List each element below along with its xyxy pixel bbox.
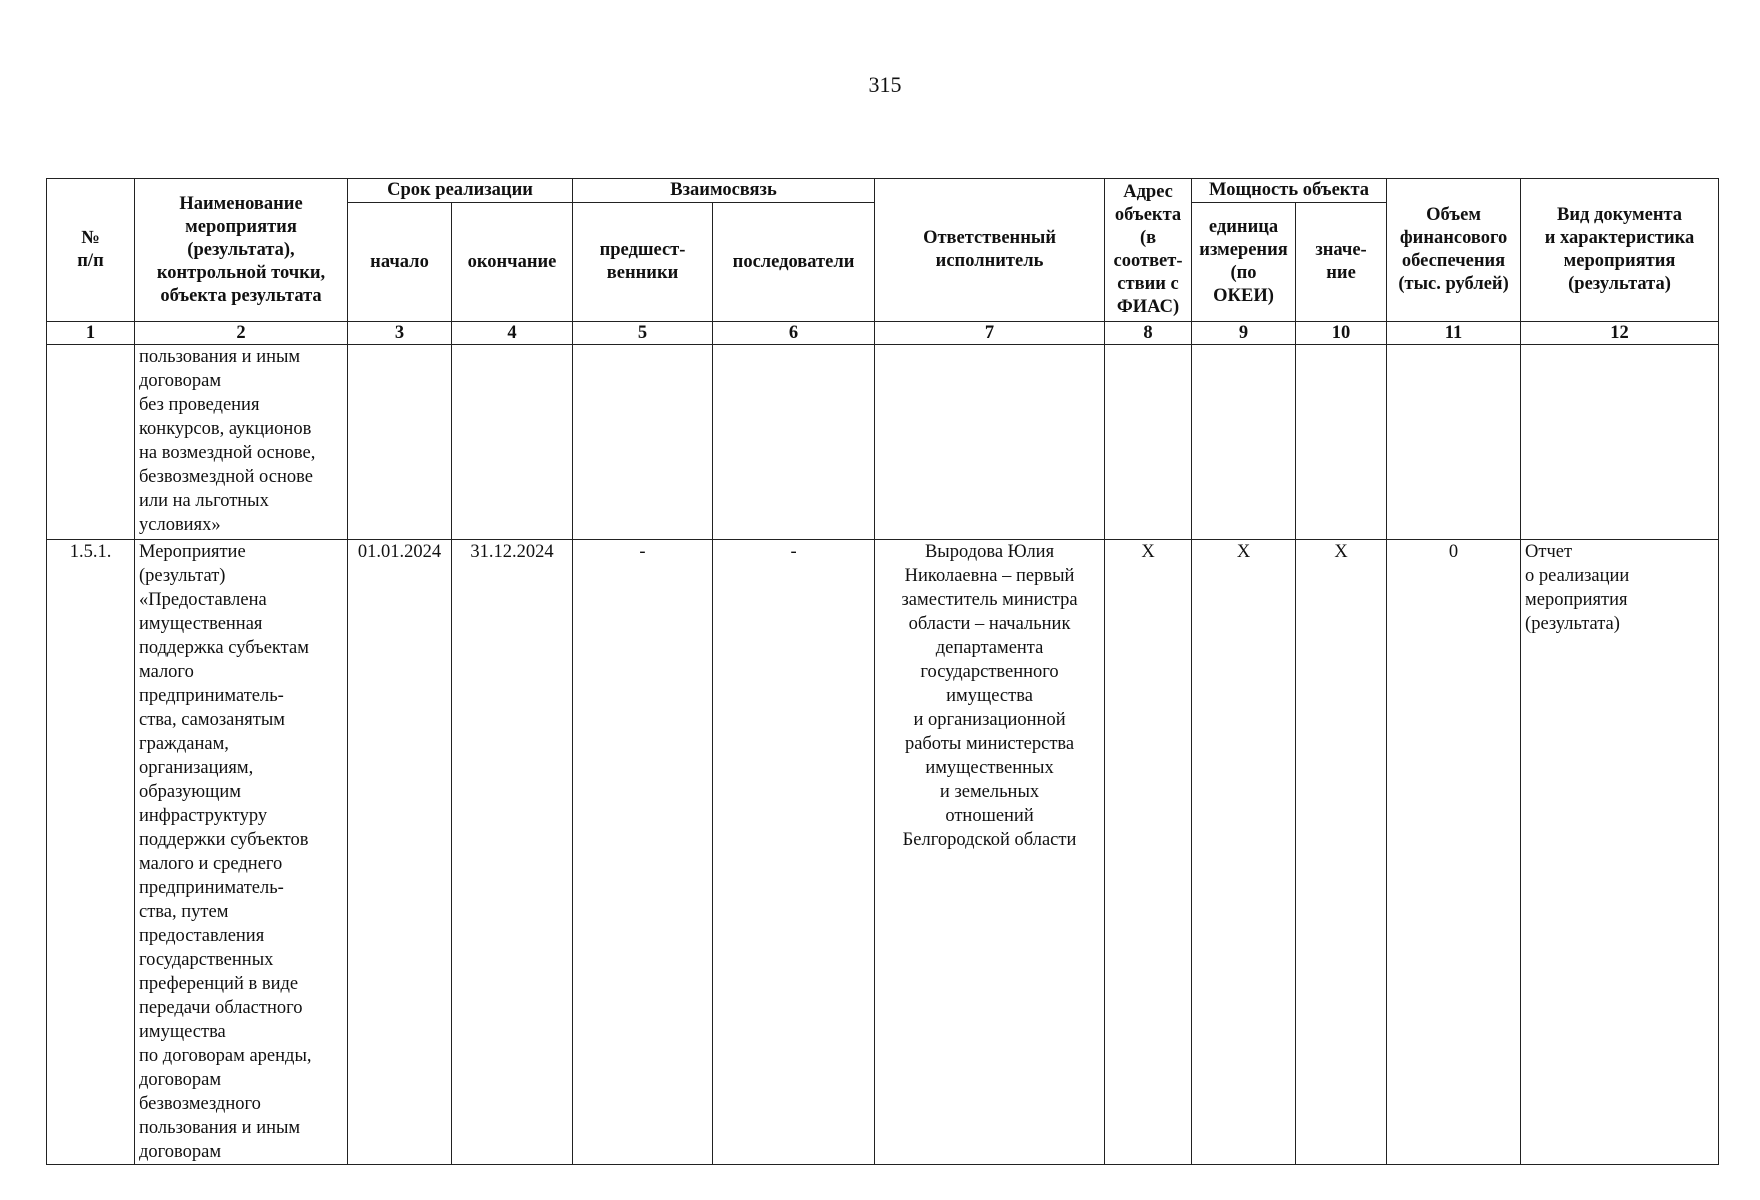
cell-empty [1296,345,1387,540]
header-link: Взаимосвязь [573,179,875,203]
column-number: 9 [1192,322,1296,345]
header-link-next: последователи [713,203,875,322]
header-cap-value: значе- ние [1296,203,1387,322]
header-executor: Ответственный исполнитель [875,179,1105,322]
cell-empty [452,345,573,540]
column-number: 2 [135,322,348,345]
header-address: Адрес объекта (в соответ- ствии с ФИАС) [1105,179,1192,322]
cell-empty [713,345,875,540]
cell-empty [1192,345,1296,540]
column-number: 6 [713,322,875,345]
page-number: 315 [868,72,902,97]
cell-empty [1105,345,1192,540]
cell-successors: - [713,540,875,1165]
cell-num: 1.5.1. [47,540,135,1165]
cell-empty [875,345,1105,540]
column-number: 4 [452,322,573,345]
cell-end-date: 31.12.2024 [452,540,573,1165]
header-term: Срок реализации [348,179,573,203]
header-name: Наименование мероприятия (результата), контрольной точки, объекта результата [135,179,348,322]
table-row-continuation [47,345,1719,540]
table-row [47,540,1719,1165]
cell-empty [573,345,713,540]
cell-predecessors: - [573,540,713,1165]
cell-empty [1521,345,1719,540]
header-finance: Объем финансового обеспечения (тыс. рублей) [1387,179,1521,322]
cell-address: Х [1105,540,1192,1165]
cell-empty [47,345,135,540]
activities-table [46,178,1719,1165]
header-cap-unit: единица измерения (по ОКЕИ) [1192,203,1296,322]
column-number: 11 [1387,322,1521,345]
column-number-row [47,322,1719,345]
cell-value: Х [1296,540,1387,1165]
header-link-prev: предшест- венники [573,203,713,322]
column-number: 12 [1521,322,1719,345]
cell-document: Отчет о реализации мероприятия (результата) [1521,540,1719,1165]
header-num: № п/п [47,179,135,322]
column-number: 1 [47,322,135,345]
header-term-end: окончание [452,203,573,322]
column-number: 7 [875,322,1105,345]
header-term-start: начало [348,203,452,322]
cell-empty [348,345,452,540]
header-doc: Вид документа и характеристика мероприятия (результата) [1521,179,1719,322]
cell-unit: Х [1192,540,1296,1165]
cell-name: Мероприятие (результат) «Предоставлена имущественная поддержка субъектам малого предприниматель- ства, самозанятым гражданам, организациям, образующим инфраструктуру поддержки субъектов малого и среднего предприниматель- ства, путем предоставления государственных преференций в виде передачи областного имущества по договорам аренды, договорам безвозмездного пользования и иным договорам [135,540,348,1165]
column-number: 10 [1296,322,1387,345]
cell-empty [1387,345,1521,540]
column-number: 8 [1105,322,1192,345]
column-number: 3 [348,322,452,345]
cell-start-date: 01.01.2024 [348,540,452,1165]
cell-executor: Выродова Юлия Николаевна – первый заместитель министра области – начальник департамента государственного имущества и организационной работы министерства имущественных и земельных отношений Белгородской области [875,540,1105,1165]
header-capacity: Мощность объекта [1192,179,1387,203]
cell-finance: 0 [1387,540,1521,1165]
column-number: 5 [573,322,713,345]
cell-name-continuation: пользования и иным договорам без проведения конкурсов, аукционов на возмездной основе, безвозмездной основе или на льготных условиях» [135,345,348,540]
